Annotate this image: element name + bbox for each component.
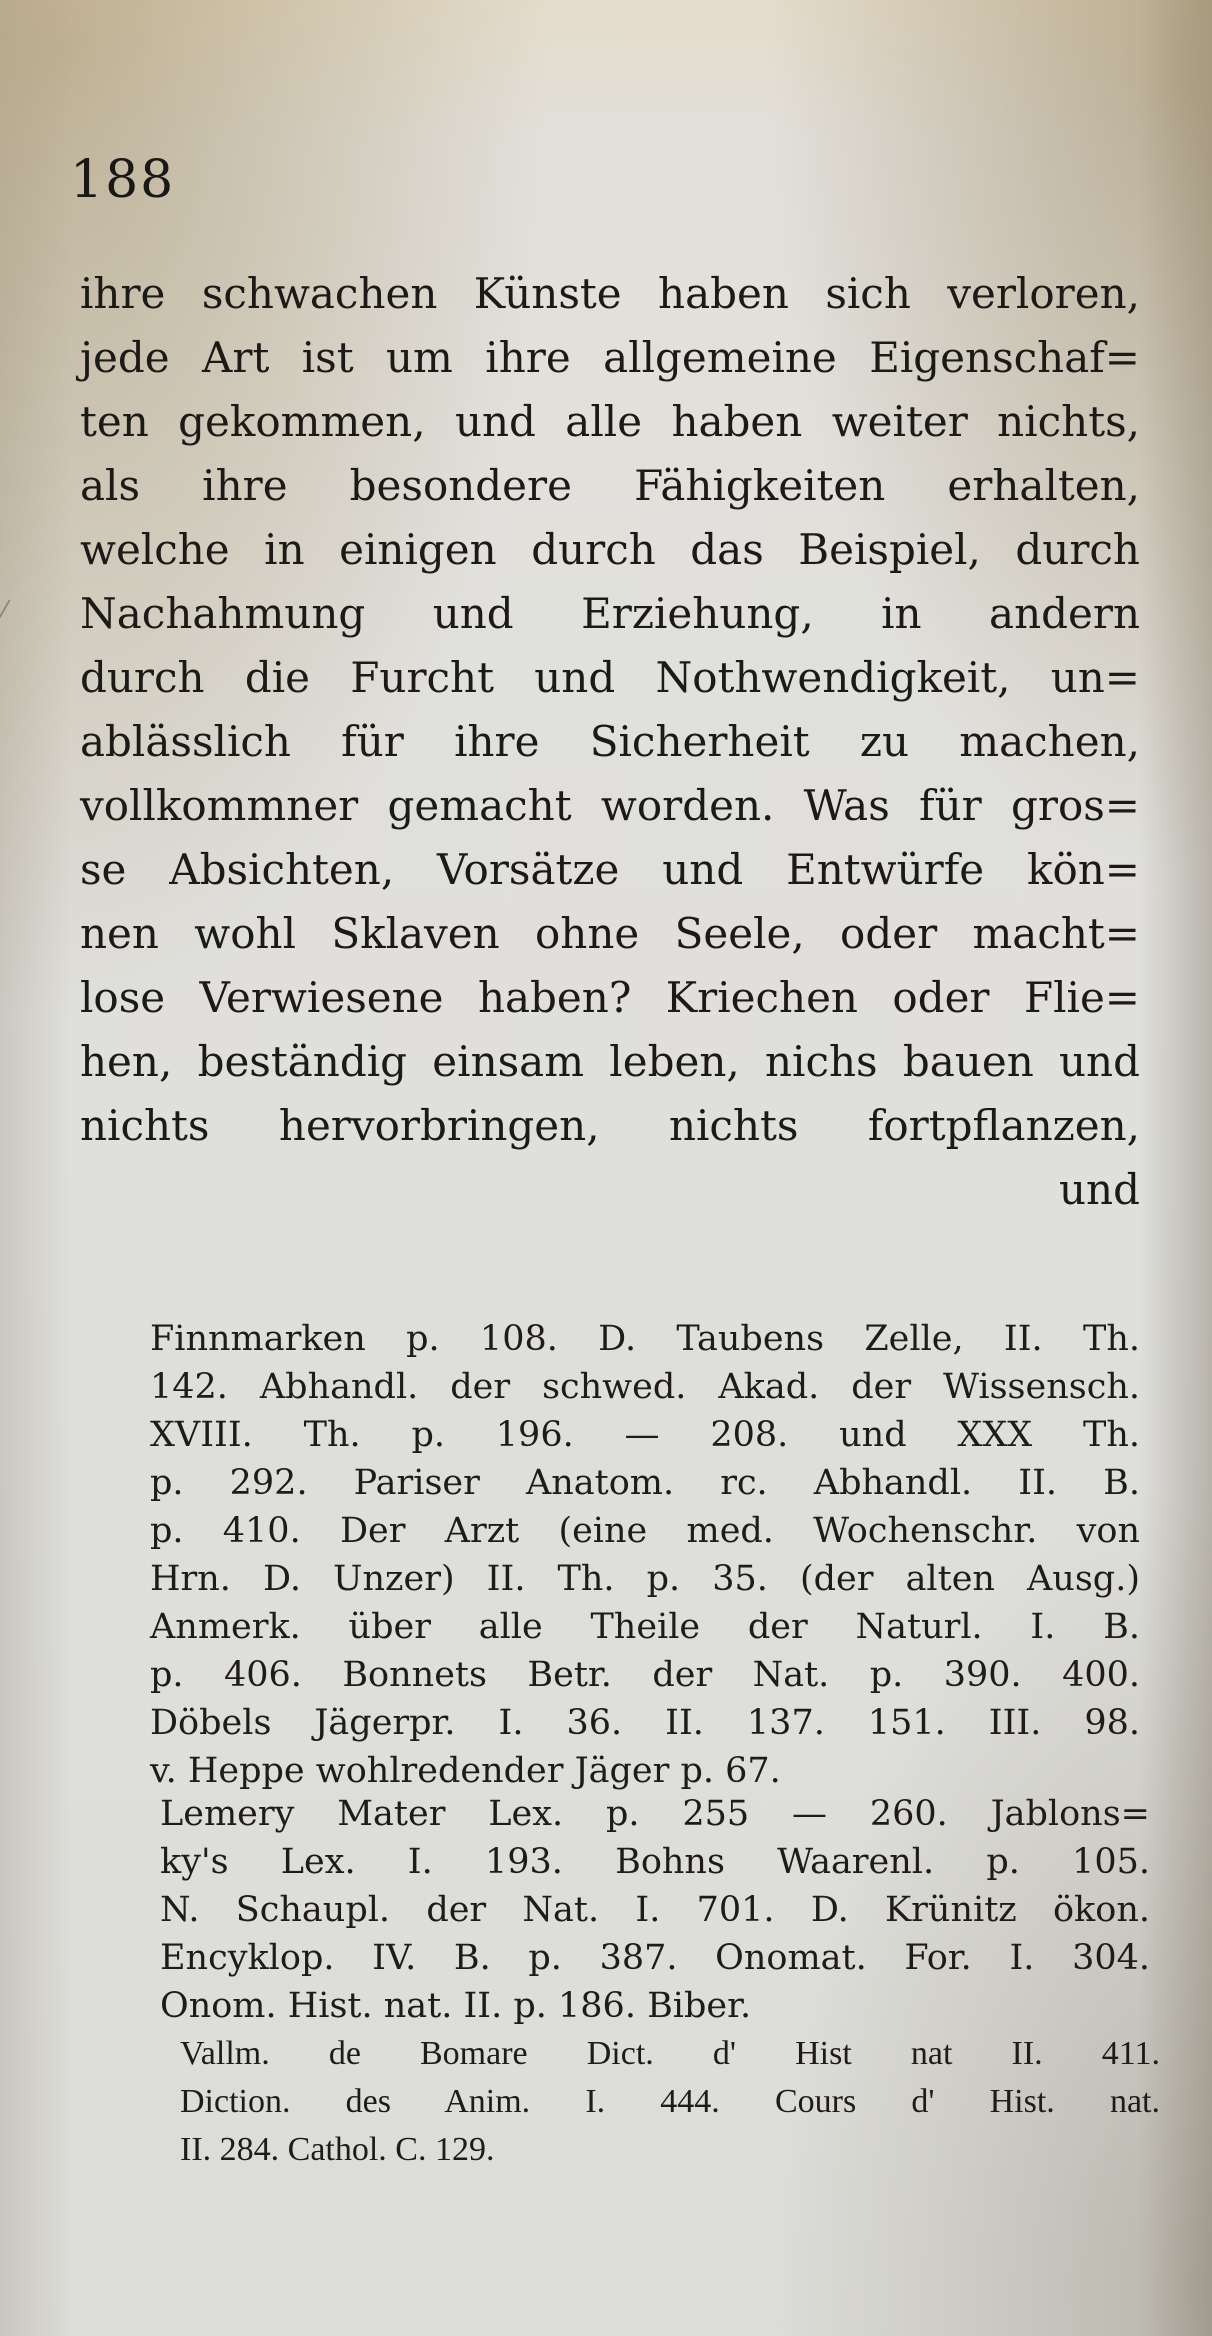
footnote-line: Encyklop. IV. B. p. 387. Onomat. For. I. 304. <box>160 1938 1150 1978</box>
page-number: 188 <box>70 150 176 210</box>
text-line: nichts hervorbringen, nichts fortpflanzen, <box>80 1101 1140 1150</box>
text-line: Nachahmung und Erziehung, in andern <box>80 589 1140 638</box>
footnote-line: Vallm. de Bomare Dict. d' Hist nat II. 411. <box>180 2035 1160 2072</box>
footnote-line: ky's Lex. I. 193. Bohns Waarenl. p. 105. <box>160 1842 1150 1882</box>
footnote-group-b <box>160 1790 1150 2030</box>
footnote-line: Döbels Jägerpr. I. 36. II. 137. 151. III. 98. <box>150 1703 1140 1743</box>
footnote-line: Diction. des Anim. I. 444. Cours d' Hist. nat. <box>180 2083 1160 2120</box>
text-line: vollkommner gemacht worden. Was für gros= <box>80 781 1140 830</box>
text-line: ihre schwachen Künste haben sich verloren, <box>80 269 1140 318</box>
footnote-line: N. Schaupl. der Nat. I. 701. D. Krünitz ökon. <box>160 1890 1150 1930</box>
margin-mark <box>0 600 21 630</box>
footnote-group-c <box>180 2030 1160 2174</box>
text-line: ten gekommen, und alle haben weiter nichts, <box>80 397 1140 446</box>
footnote-line: XVIII. Th. p. 196. — 208. und XXX Th. <box>150 1415 1140 1455</box>
footnote-line: v. Heppe wohlredender Jäger p. 67. <box>150 1751 781 1791</box>
footnote-line: p. 292. Pariser Anatom. rc. Abhandl. II. B. <box>150 1463 1140 1503</box>
text-line: se Absichten, Vorsätze und Entwürfe kön= <box>80 845 1140 894</box>
footnote-line: p. 406. Bonnets Betr. der Nat. p. 390. 400. <box>150 1655 1140 1695</box>
text-line: lose Verwiesene haben? Kriechen oder Flie= <box>80 973 1140 1022</box>
footnote-line: p. 410. Der Arzt (eine med. Wochenschr. von <box>150 1511 1140 1551</box>
text-line: durch die Furcht und Nothwendigkeit, un= <box>80 653 1140 702</box>
footnote-line: 142. Abhandl. der schwed. Akad. der Wissensch. <box>150 1367 1140 1407</box>
footnote-line: Lemery Mater Lex. p. 255 — 260. Jablons= <box>160 1794 1150 1834</box>
text-line: welche in einigen durch das Beispiel, durch <box>80 525 1140 574</box>
text-line: nen wohl Sklaven ohne Seele, oder macht= <box>80 909 1140 958</box>
footnote-group-a <box>150 1315 1140 1795</box>
text-line: jede Art ist um ihre allgemeine Eigenschaf= <box>80 333 1140 382</box>
text-line: hen, beständig einsam leben, nichs bauen und <box>80 1037 1140 1086</box>
catchword: und <box>1059 1165 1140 1214</box>
text-line: ablässlich für ihre Sicherheit zu machen, <box>80 717 1140 766</box>
footnote-line: Anmerk. über alle Theile der Naturl. I. B. <box>150 1607 1140 1647</box>
footnote-line: II. 284. Cathol. C. 129. <box>180 2131 495 2168</box>
text-line: als ihre besondere Fähigkeiten erhalten, <box>80 461 1140 510</box>
footnote-line: Onom. Hist. nat. II. p. 186. Biber. <box>160 1986 752 2026</box>
footnote-line: Hrn. D. Unzer) II. Th. p. 35. (der alten Ausg.) <box>150 1559 1140 1599</box>
footnote-line: Finnmarken p. 108. D. Taubens Zelle, II. Th. <box>150 1319 1140 1359</box>
main-text <box>80 262 1140 1222</box>
